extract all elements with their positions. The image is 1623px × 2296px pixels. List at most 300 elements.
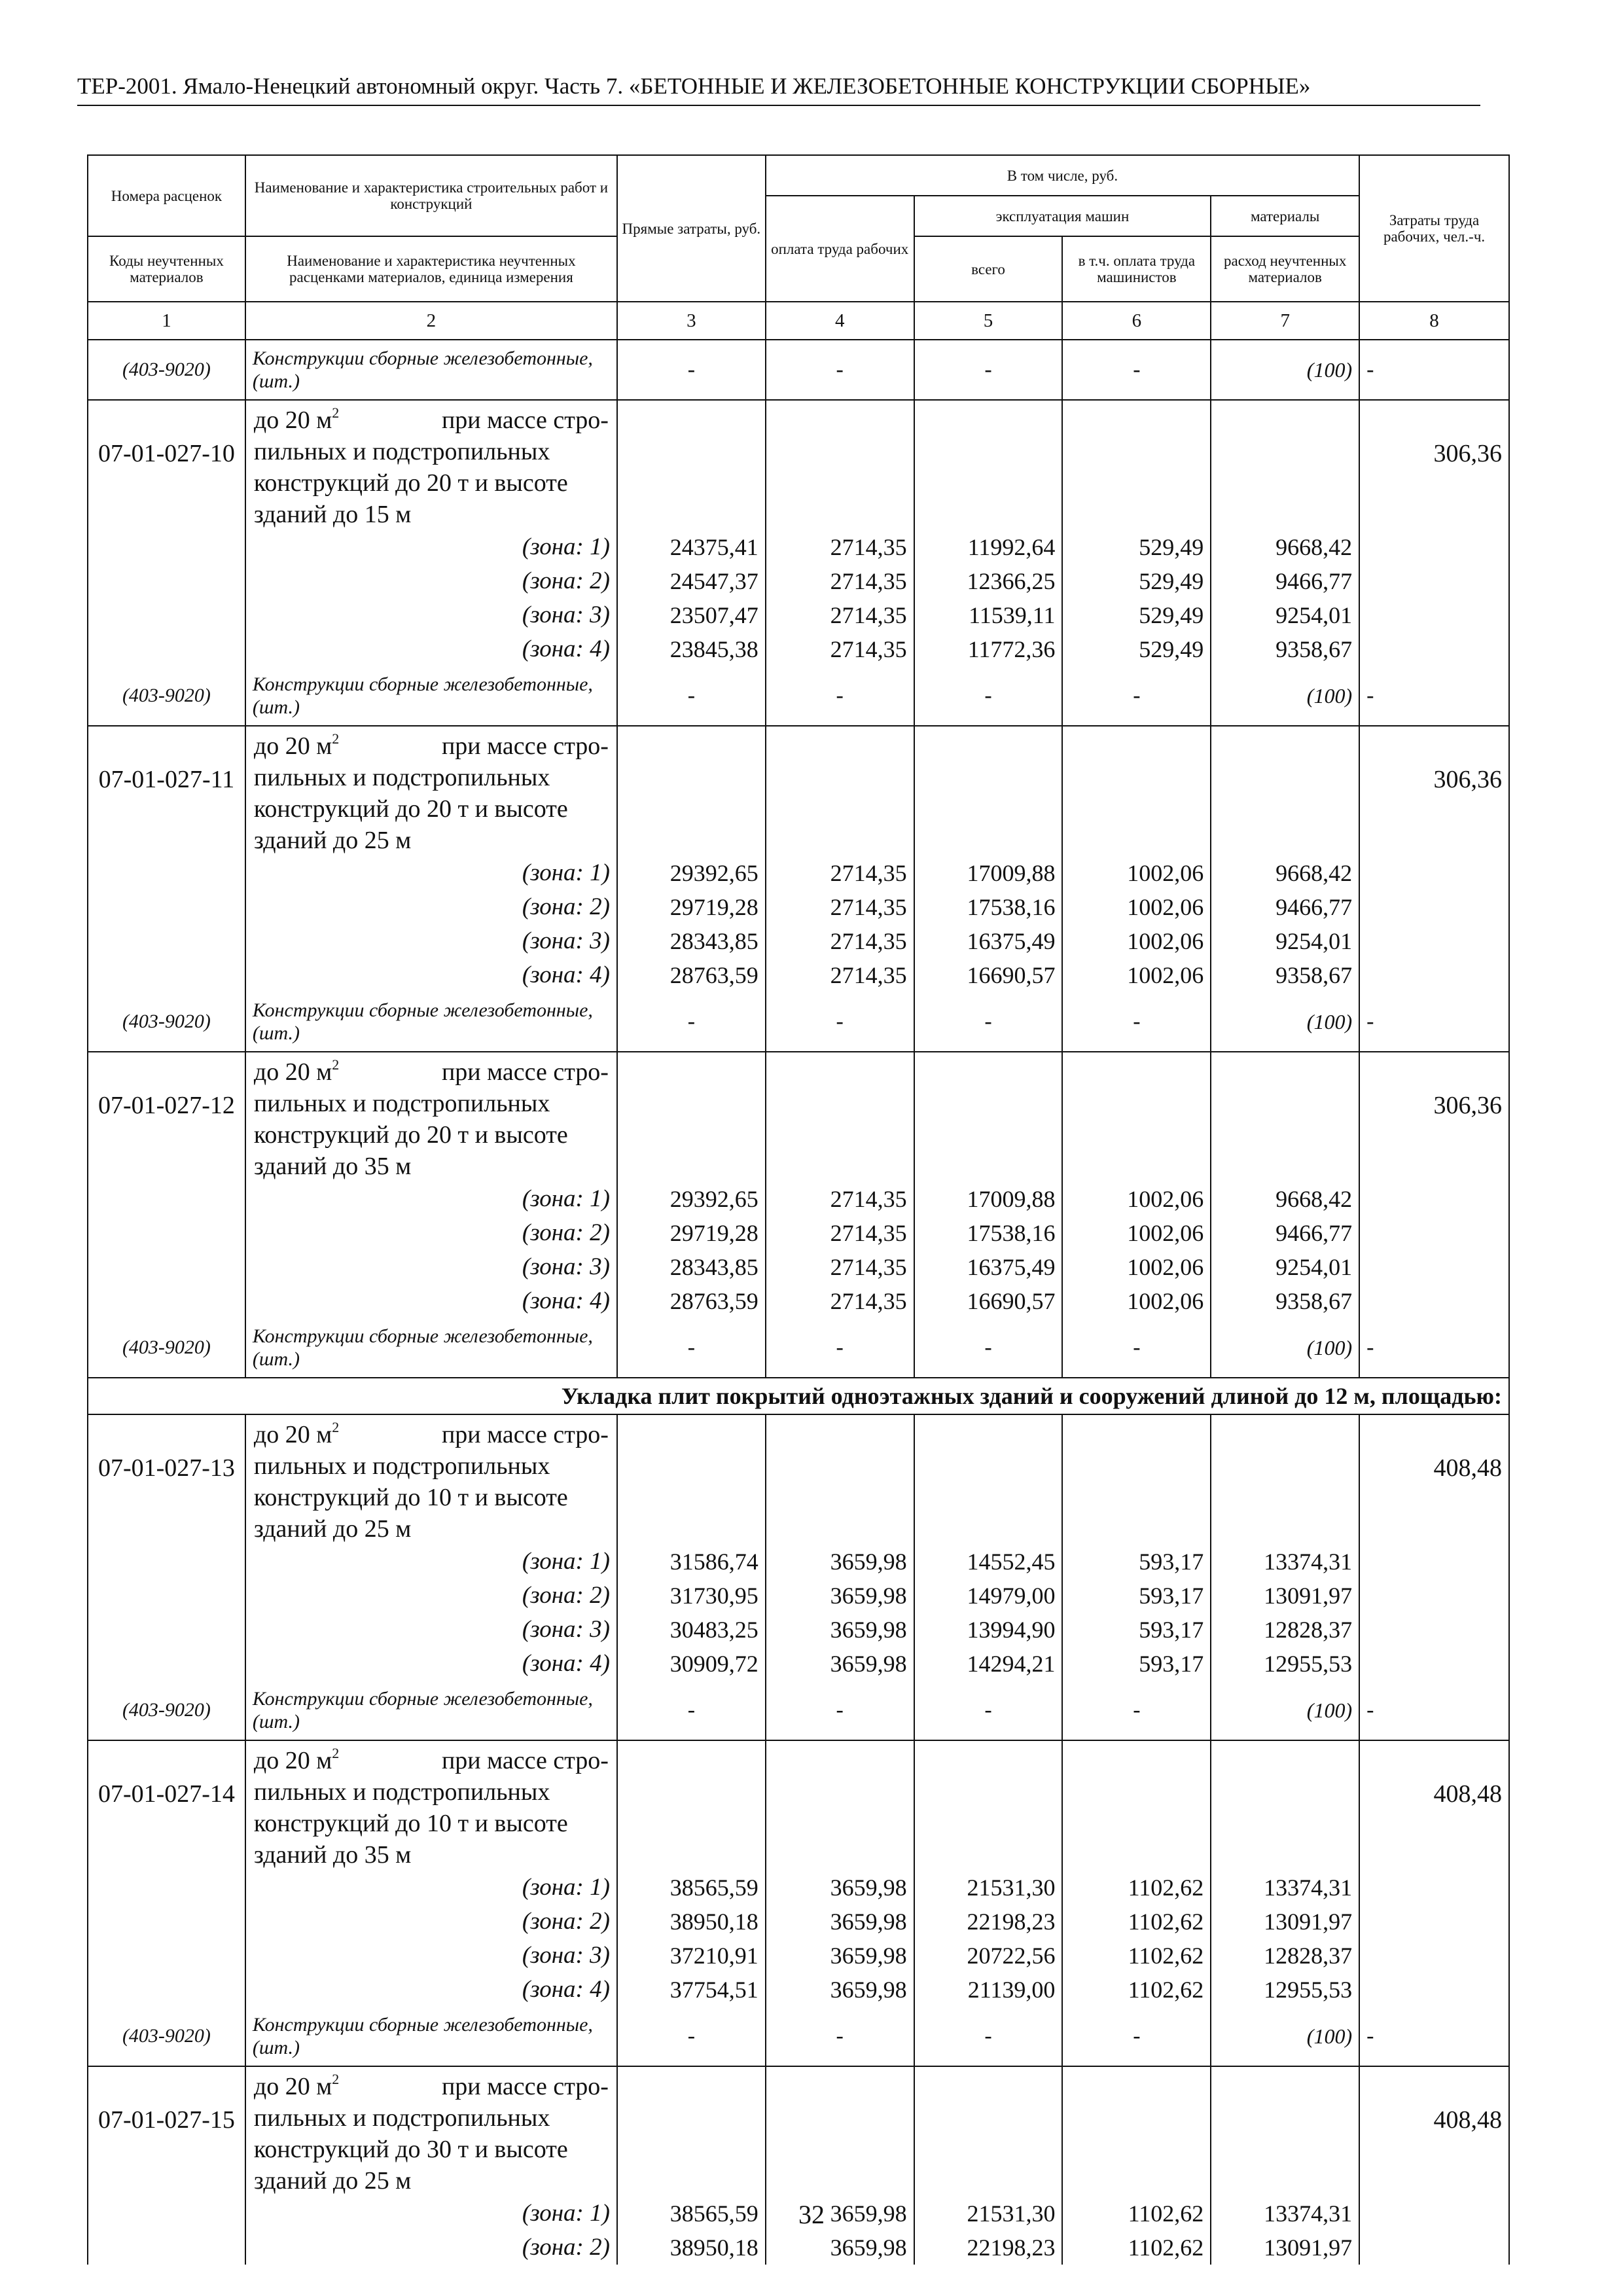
dash-cell: - — [1359, 992, 1509, 1052]
dash-cell: - — [1359, 1318, 1509, 1378]
direct-cost: 28343,85 — [617, 924, 766, 958]
rate-row — [88, 400, 1509, 530]
zone-label: (зона: 3) — [245, 924, 617, 958]
labor-hours: 408,48 — [1359, 1414, 1509, 1545]
machine-labor-pay: 1002,06 — [1062, 856, 1211, 890]
col-hours-header: Затраты труда рабочих, чел.-ч. — [1359, 155, 1509, 302]
machine-cost: 20722,56 — [914, 1939, 1063, 1973]
description-first-line — [254, 730, 609, 762]
machine-labor-pay: 593,17 — [1062, 1647, 1211, 1681]
machine-labor-pay: 593,17 — [1062, 1579, 1211, 1613]
empty-cell — [914, 2066, 1063, 2197]
direct-cost: 23845,38 — [617, 632, 766, 666]
zone-row — [88, 1182, 1509, 1216]
empty-cell — [1359, 1647, 1509, 1681]
col-number: 4 — [766, 302, 914, 340]
direct-cost: 31730,95 — [617, 1579, 766, 1613]
dash-cell: - — [914, 666, 1063, 726]
machine-cost: 22198,23 — [914, 1905, 1063, 1939]
empty-cell — [766, 1052, 914, 1182]
empty-cell — [1359, 1284, 1509, 1318]
labor-pay: 2714,35 — [766, 564, 914, 598]
area-exponent: 2 — [332, 1745, 340, 1761]
rate-description — [245, 1052, 617, 1182]
labor-pay: 2714,35 — [766, 530, 914, 564]
materials-cost: 13091,97 — [1211, 1905, 1359, 1939]
zone-label: (зона: 2) — [245, 1905, 617, 1939]
material-quantity: (100) — [1211, 2007, 1359, 2066]
labor-pay: 3659,98 — [766, 1939, 914, 1973]
empty-cell — [1062, 1052, 1211, 1182]
empty-cell — [1359, 2197, 1509, 2231]
zone-label: (зона: 3) — [245, 598, 617, 632]
col-number: 6 — [1062, 302, 1211, 340]
material-code: (403-9020) — [88, 340, 245, 400]
material-name: Конструкции сборные железобетонные, (шт.) — [245, 1681, 617, 1740]
description-rest: пильных и подстропильных конструкций до 10 т и высоте зданий до 35 м — [253, 1778, 568, 1869]
dash-cell: - — [617, 666, 766, 726]
empty-cell — [88, 2231, 245, 2265]
material-quantity: (100) — [1211, 666, 1359, 726]
col-number: 2 — [245, 302, 617, 340]
zone-row — [88, 924, 1509, 958]
machine-labor-pay: 1102,62 — [1062, 1871, 1211, 1905]
machine-cost: 16375,49 — [914, 1250, 1063, 1284]
empty-cell — [1359, 1216, 1509, 1250]
empty-cell — [88, 1216, 245, 1250]
machine-cost: 17538,16 — [914, 1216, 1063, 1250]
dash-cell: - — [617, 340, 766, 400]
machine-labor-pay: 529,49 — [1062, 564, 1211, 598]
direct-cost: 28763,59 — [617, 1284, 766, 1318]
col-name-header: Наименование и характеристика строительных работ и конструкций — [245, 155, 617, 236]
col-machines-header: эксплуатация машин — [914, 196, 1211, 236]
area-exponent: 2 — [332, 1056, 340, 1073]
empty-cell — [617, 726, 766, 856]
direct-cost: 38565,59 — [617, 2197, 766, 2231]
rate-row — [88, 1052, 1509, 1182]
dash-cell: - — [1062, 1318, 1211, 1378]
direct-cost: 38950,18 — [617, 1905, 766, 1939]
materials-cost: 9466,77 — [1211, 1216, 1359, 1250]
dash-cell: - — [914, 1681, 1063, 1740]
dash-cell: - — [914, 992, 1063, 1052]
empty-cell — [88, 1250, 245, 1284]
dash-cell: - — [914, 1318, 1063, 1378]
direct-cost: 31586,74 — [617, 1545, 766, 1579]
materials-cost: 12955,53 — [1211, 1973, 1359, 2007]
machine-cost: 11992,64 — [914, 530, 1063, 564]
machine-labor-pay: 1002,06 — [1062, 1250, 1211, 1284]
description-first-line — [254, 404, 609, 436]
zone-row — [88, 598, 1509, 632]
dash-cell: - — [1062, 340, 1211, 400]
col-material-code-header: Коды неучтенных материалов — [88, 236, 245, 302]
empty-cell — [1211, 2066, 1359, 2197]
area-value: до 20 м — [253, 2073, 332, 2100]
machine-cost: 11539,11 — [914, 598, 1063, 632]
empty-cell — [1359, 1905, 1509, 1939]
col-number: 3 — [617, 302, 766, 340]
empty-cell — [88, 2197, 245, 2231]
machine-cost: 17538,16 — [914, 890, 1063, 924]
section-row — [88, 1378, 1509, 1414]
zone-label: (зона: 1) — [245, 1182, 617, 1216]
materials-cost: 13374,31 — [1211, 1871, 1359, 1905]
material-row — [88, 2007, 1509, 2066]
zone-row — [88, 1216, 1509, 1250]
empty-cell — [766, 1414, 914, 1545]
area-text — [254, 2071, 339, 2102]
machine-labor-pay: 593,17 — [1062, 1545, 1211, 1579]
materials-cost: 9668,42 — [1211, 530, 1359, 564]
description-first-line — [254, 2071, 609, 2102]
labor-pay: 3659,98 — [766, 2231, 914, 2265]
rate-row — [88, 1414, 1509, 1545]
labor-pay: 2714,35 — [766, 856, 914, 890]
materials-cost: 9358,67 — [1211, 632, 1359, 666]
machine-labor-pay: 1102,62 — [1062, 2231, 1211, 2265]
zone-row — [88, 890, 1509, 924]
material-row — [88, 1318, 1509, 1378]
zone-label: (зона: 2) — [245, 2231, 617, 2265]
zone-row — [88, 1545, 1509, 1579]
material-row — [88, 1681, 1509, 1740]
dash-cell: - — [1062, 1681, 1211, 1740]
machine-cost: 21531,30 — [914, 1871, 1063, 1905]
area-text — [254, 1745, 339, 1776]
labor-pay: 3659,98 — [766, 1647, 914, 1681]
zone-label: (зона: 3) — [245, 1250, 617, 1284]
empty-cell — [88, 1871, 245, 1905]
materials-cost: 9668,42 — [1211, 1182, 1359, 1216]
zone-row — [88, 1973, 1509, 2007]
zone-label: (зона: 4) — [245, 1647, 617, 1681]
area-value: до 20 м — [253, 732, 332, 760]
empty-cell — [1062, 2066, 1211, 2197]
machine-cost: 12366,25 — [914, 564, 1063, 598]
labor-pay: 3659,98 — [766, 1973, 914, 2007]
col-number: 1 — [88, 302, 245, 340]
col-number: 8 — [1359, 302, 1509, 340]
area-exponent: 2 — [332, 1419, 340, 1435]
empty-cell — [766, 2066, 914, 2197]
empty-cell — [88, 632, 245, 666]
machine-labor-pay: 1102,62 — [1062, 1973, 1211, 2007]
empty-cell — [88, 598, 245, 632]
description-rest: пильных и подстропильных конструкций до 20 т и высоте зданий до 15 м — [253, 438, 568, 528]
dash-cell: - — [1359, 2007, 1509, 2066]
labor-hours: 306,36 — [1359, 726, 1509, 856]
material-code: (403-9020) — [88, 666, 245, 726]
material-quantity: (100) — [1211, 1318, 1359, 1378]
direct-cost: 29719,28 — [617, 1216, 766, 1250]
material-row — [88, 340, 1509, 400]
empty-cell — [88, 958, 245, 992]
dash-cell: - — [766, 666, 914, 726]
direct-cost: 28763,59 — [617, 958, 766, 992]
materials-cost: 13091,97 — [1211, 1579, 1359, 1613]
machine-cost: 13994,90 — [914, 1613, 1063, 1647]
description-first-line — [254, 1419, 609, 1450]
empty-cell — [1062, 400, 1211, 530]
empty-cell — [1359, 632, 1509, 666]
materials-cost: 9254,01 — [1211, 924, 1359, 958]
machine-labor-pay: 1002,06 — [1062, 924, 1211, 958]
col-labor-header: оплата труда рабочих — [766, 196, 914, 302]
direct-cost: 29392,65 — [617, 856, 766, 890]
rate-description — [245, 400, 617, 530]
rate-code: 07-01-027-11 — [88, 726, 245, 856]
zone-row — [88, 1284, 1509, 1318]
labor-pay: 2714,35 — [766, 890, 914, 924]
empty-cell — [766, 1740, 914, 1871]
machine-cost: 22198,23 — [914, 2231, 1063, 2265]
mass-text: при массе стро- — [441, 732, 609, 760]
dash-cell: - — [617, 1318, 766, 1378]
empty-cell — [88, 924, 245, 958]
materials-cost: 13374,31 — [1211, 1545, 1359, 1579]
area-exponent: 2 — [332, 730, 340, 747]
material-code: (403-9020) — [88, 992, 245, 1052]
empty-cell — [1062, 726, 1211, 856]
machine-cost: 16690,57 — [914, 1284, 1063, 1318]
empty-cell — [1359, 1973, 1509, 2007]
area-value: до 20 м — [253, 1747, 332, 1774]
zone-label: (зона: 1) — [245, 1871, 617, 1905]
col-materials-header: материалы — [1211, 196, 1359, 236]
machine-labor-pay: 1102,62 — [1062, 1905, 1211, 1939]
labor-hours: 408,48 — [1359, 1740, 1509, 1871]
materials-cost: 9358,67 — [1211, 1284, 1359, 1318]
material-code: (403-9020) — [88, 1318, 245, 1378]
empty-cell — [88, 1939, 245, 1973]
materials-cost: 9254,01 — [1211, 1250, 1359, 1284]
description-first-line — [254, 1745, 609, 1776]
empty-cell — [1359, 1250, 1509, 1284]
empty-cell — [88, 1905, 245, 1939]
machine-cost: 11772,36 — [914, 632, 1063, 666]
zone-row — [88, 530, 1509, 564]
empty-cell — [1211, 1052, 1359, 1182]
empty-cell — [617, 1414, 766, 1545]
zone-label: (зона: 2) — [245, 890, 617, 924]
machine-cost: 16375,49 — [914, 924, 1063, 958]
machine-labor-pay: 1002,06 — [1062, 1182, 1211, 1216]
section-title: Укладка плит покрытий одноэтажных зданий и сооружений длиной до 12 м, площадью: — [88, 1378, 1509, 1414]
zone-row — [88, 1647, 1509, 1681]
zone-row — [88, 1905, 1509, 1939]
col-direct-header: Прямые затраты, руб. — [617, 155, 766, 302]
labor-pay: 2714,35 — [766, 632, 914, 666]
material-code: (403-9020) — [88, 1681, 245, 1740]
empty-cell — [1359, 1545, 1509, 1579]
empty-cell — [914, 1740, 1063, 1871]
empty-cell — [88, 1545, 245, 1579]
col-materials-use-header: расход неучтенных материалов — [1211, 236, 1359, 302]
direct-cost: 38565,59 — [617, 1871, 766, 1905]
material-quantity: (100) — [1211, 1681, 1359, 1740]
table-body — [88, 340, 1509, 2265]
rate-description — [245, 1740, 617, 1871]
machine-labor-pay: 1102,62 — [1062, 1939, 1211, 1973]
zone-label: (зона: 3) — [245, 1939, 617, 1973]
labor-pay: 2714,35 — [766, 1216, 914, 1250]
empty-cell — [1359, 924, 1509, 958]
empty-cell — [1359, 890, 1509, 924]
empty-cell — [1359, 1579, 1509, 1613]
machine-labor-pay: 1002,06 — [1062, 890, 1211, 924]
labor-pay: 3659,98 — [766, 1871, 914, 1905]
material-code: (403-9020) — [88, 2007, 245, 2066]
zone-row — [88, 1939, 1509, 1973]
machine-labor-pay: 529,49 — [1062, 530, 1211, 564]
empty-cell — [1359, 2231, 1509, 2265]
description-rest: пильных и подстропильных конструкций до 10 т и высоте зданий до 25 м — [253, 1452, 568, 1543]
empty-cell — [914, 400, 1063, 530]
materials-cost: 9358,67 — [1211, 958, 1359, 992]
dash-cell: - — [1062, 992, 1211, 1052]
material-name: Конструкции сборные железобетонные, (шт.) — [245, 2007, 617, 2066]
empty-cell — [88, 564, 245, 598]
labor-pay: 2714,35 — [766, 958, 914, 992]
zone-row — [88, 632, 1509, 666]
empty-cell — [617, 1052, 766, 1182]
col-number: 5 — [914, 302, 1063, 340]
empty-cell — [1359, 1613, 1509, 1647]
machine-labor-pay: 1002,06 — [1062, 958, 1211, 992]
zone-label: (зона: 4) — [245, 1284, 617, 1318]
materials-cost: 9466,77 — [1211, 564, 1359, 598]
area-exponent: 2 — [332, 2071, 340, 2087]
materials-cost: 12828,37 — [1211, 1613, 1359, 1647]
direct-cost: 37210,91 — [617, 1939, 766, 1973]
area-value: до 20 м — [253, 1058, 332, 1086]
empty-cell — [617, 400, 766, 530]
empty-cell — [88, 1647, 245, 1681]
dash-cell: - — [766, 340, 914, 400]
labor-pay: 2714,35 — [766, 924, 914, 958]
labor-pay: 2714,35 — [766, 1284, 914, 1318]
dash-cell: - — [1359, 666, 1509, 726]
empty-cell — [1062, 1740, 1211, 1871]
labor-hours: 306,36 — [1359, 400, 1509, 530]
zone-row — [88, 958, 1509, 992]
zone-label: (зона: 4) — [245, 1973, 617, 2007]
dash-cell: - — [617, 1681, 766, 1740]
zone-label: (зона: 3) — [245, 1613, 617, 1647]
machine-labor-pay: 529,49 — [1062, 598, 1211, 632]
mass-text: при массе стро- — [441, 2073, 609, 2100]
labor-pay: 3659,98 — [766, 1613, 914, 1647]
description-rest: пильных и подстропильных конструкций до 30 т и высоте зданий до 25 м — [253, 2104, 568, 2195]
col-number: 7 — [1211, 302, 1359, 340]
labor-pay: 3659,98 — [766, 1905, 914, 1939]
zone-row — [88, 564, 1509, 598]
direct-cost: 24547,37 — [617, 564, 766, 598]
materials-cost: 12955,53 — [1211, 1647, 1359, 1681]
empty-cell — [914, 726, 1063, 856]
price-table — [87, 154, 1510, 2265]
zone-row — [88, 1613, 1509, 1647]
empty-cell — [1211, 1414, 1359, 1545]
material-name: Конструкции сборные железобетонные, (шт.) — [245, 1318, 617, 1378]
rate-code: 07-01-027-13 — [88, 1414, 245, 1545]
area-value: до 20 м — [253, 406, 332, 434]
dash-cell: - — [1359, 340, 1509, 400]
machine-cost: 14552,45 — [914, 1545, 1063, 1579]
direct-cost: 24375,41 — [617, 530, 766, 564]
rate-description — [245, 726, 617, 856]
labor-pay: 3659,98 — [766, 2197, 914, 2231]
labor-hours: 306,36 — [1359, 1052, 1509, 1182]
dash-cell: - — [914, 2007, 1063, 2066]
area-value: до 20 м — [253, 1421, 332, 1448]
labor-pay: 2714,35 — [766, 1182, 914, 1216]
area-text — [254, 404, 339, 436]
zone-row — [88, 2231, 1509, 2265]
rate-code: 07-01-027-14 — [88, 1740, 245, 1871]
direct-cost: 29719,28 — [617, 890, 766, 924]
machine-cost: 14294,21 — [914, 1647, 1063, 1681]
empty-cell — [766, 726, 914, 856]
material-name: Конструкции сборные железобетонные, (шт.) — [245, 666, 617, 726]
empty-cell — [88, 1182, 245, 1216]
dash-cell: - — [1062, 2007, 1211, 2066]
direct-cost: 29392,65 — [617, 1182, 766, 1216]
materials-cost: 13374,31 — [1211, 2197, 1359, 2231]
mass-text: при массе стро- — [441, 1421, 609, 1448]
page-header: ТЕР-2001. Ямало-Ненецкий автономный округ. Часть 7. «БЕТОННЫЕ И ЖЕЛЕЗОБЕТОННЫЕ КОНСТРУКЦИИ СБОРНЫЕ» — [77, 72, 1480, 106]
machine-labor-pay: 1002,06 — [1062, 1284, 1211, 1318]
machine-cost: 17009,88 — [914, 1182, 1063, 1216]
empty-cell — [617, 1740, 766, 1871]
material-quantity: (100) — [1211, 992, 1359, 1052]
materials-cost: 12828,37 — [1211, 1939, 1359, 1973]
labor-pay: 2714,35 — [766, 1250, 914, 1284]
rate-code: 07-01-027-10 — [88, 400, 245, 530]
machine-labor-pay: 593,17 — [1062, 1613, 1211, 1647]
labor-pay: 3659,98 — [766, 1579, 914, 1613]
labor-pay: 2714,35 — [766, 598, 914, 632]
empty-cell — [88, 530, 245, 564]
materials-cost: 9254,01 — [1211, 598, 1359, 632]
mass-text: при массе стро- — [441, 406, 609, 434]
machine-cost: 16690,57 — [914, 958, 1063, 992]
area-text — [254, 1056, 339, 1088]
empty-cell — [1062, 1414, 1211, 1545]
empty-cell — [1211, 400, 1359, 530]
zone-row — [88, 856, 1509, 890]
empty-cell — [1359, 598, 1509, 632]
col-mach-total-header: всего — [914, 236, 1063, 302]
dash-cell: - — [1062, 666, 1211, 726]
dash-cell: - — [914, 340, 1063, 400]
dash-cell: - — [617, 2007, 766, 2066]
empty-cell — [1211, 726, 1359, 856]
empty-cell — [88, 856, 245, 890]
area-text — [254, 1419, 339, 1450]
empty-cell — [88, 890, 245, 924]
zone-row — [88, 1871, 1509, 1905]
zone-label: (зона: 2) — [245, 564, 617, 598]
materials-cost: 13091,97 — [1211, 2231, 1359, 2265]
direct-cost: 38950,18 — [617, 2231, 766, 2265]
rate-code: 07-01-027-15 — [88, 2066, 245, 2197]
description-first-line — [254, 1056, 609, 1088]
material-row — [88, 666, 1509, 726]
empty-cell — [88, 1613, 245, 1647]
